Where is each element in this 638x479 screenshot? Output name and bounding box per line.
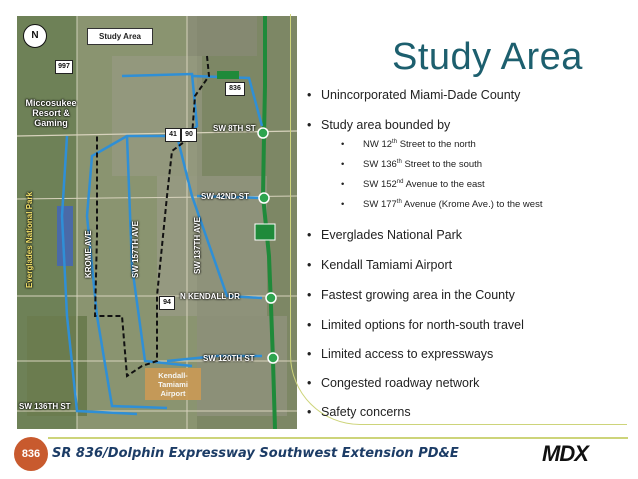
- sw-120th-st-label: SW 120TH ST: [203, 354, 255, 363]
- bullet-item: • Fastest growing area in the County: [307, 288, 515, 302]
- bullet-text: Safety concerns: [321, 405, 411, 419]
- sub-bullet-item: • NW 12th Street to the north: [341, 139, 476, 151]
- sub-bullet-item: • SW 136th Street to the south: [341, 159, 483, 171]
- everglades-national-park-label: Everglades National Park: [25, 191, 34, 288]
- bullet-item: • Safety concerns: [307, 405, 411, 419]
- slide-title: Study Area: [392, 36, 583, 78]
- bullet-item: • Everglades National Park: [307, 228, 463, 242]
- bullet-item: • Study area bounded by: [307, 118, 451, 132]
- study-area-label-box: Study Area: [87, 28, 153, 45]
- bullet-list: [307, 88, 627, 428]
- study-area-map: [17, 16, 297, 429]
- sub-bullet-item: • SW 152nd Avenue to the east: [341, 179, 485, 191]
- route-836-shield: 836: [225, 82, 245, 96]
- mdx-logo-icon: MDX: [542, 441, 588, 466]
- sw-8th-st-label: SW 8TH ST: [213, 124, 256, 133]
- footer-divider: [48, 437, 628, 439]
- bullet-item: • Limited options for north-south travel: [307, 318, 524, 332]
- sw-137th-ave-label: SW 137TH AVE: [193, 217, 202, 274]
- bullet-text: Fastest growing area in the County: [321, 288, 515, 302]
- route-997-shield: 997: [55, 60, 73, 74]
- bullet-text: Everglades National Park: [321, 228, 463, 242]
- route-94-shield: 94: [159, 296, 175, 310]
- route-41-shield: 41: [165, 128, 181, 142]
- sw-42nd-st-label: SW 42ND ST: [201, 192, 250, 201]
- bullet-text: Congested roadway network: [321, 376, 480, 390]
- sr836-logo-icon: 836: [14, 437, 48, 471]
- bullet-item: • Congested roadway network: [307, 376, 480, 390]
- bullet-text: Study area bounded by: [321, 118, 451, 132]
- kendall-tamiami-airport-label: Kendall-Tamiami Airport: [145, 368, 201, 400]
- footer-title: SR 836/Dolphin Expressway Southwest Extension PD&E: [52, 446, 459, 461]
- n-kendall-dr-label: N KENDALL DR: [180, 292, 240, 301]
- bullet-item: • Limited access to expressways: [307, 347, 494, 361]
- bullet-text: Unincorporated Miami-Dade County: [321, 88, 521, 102]
- bullet-item: • Unincorporated Miami-Dade County: [307, 88, 521, 102]
- sw-136th-st-label: SW 136TH ST: [19, 402, 71, 411]
- sub-bullet-item: • SW 177th Avenue (Krome Ave.) to the west: [341, 199, 543, 211]
- sw-157th-ave-label: SW 157TH AVE: [131, 221, 140, 278]
- north-arrow-icon: N: [23, 24, 47, 48]
- route-90-shield: 90: [181, 128, 197, 142]
- bullet-text: Limited access to expressways: [321, 347, 494, 361]
- krome-ave-label: KROME AVE: [84, 230, 93, 278]
- bullet-item: • Kendall Tamiami Airport: [307, 258, 453, 272]
- miccosukee-label: Miccosukee Resort & Gaming: [25, 98, 77, 128]
- bullet-text: Limited options for north-south travel: [321, 318, 524, 332]
- bullet-text: Kendall Tamiami Airport: [321, 258, 453, 272]
